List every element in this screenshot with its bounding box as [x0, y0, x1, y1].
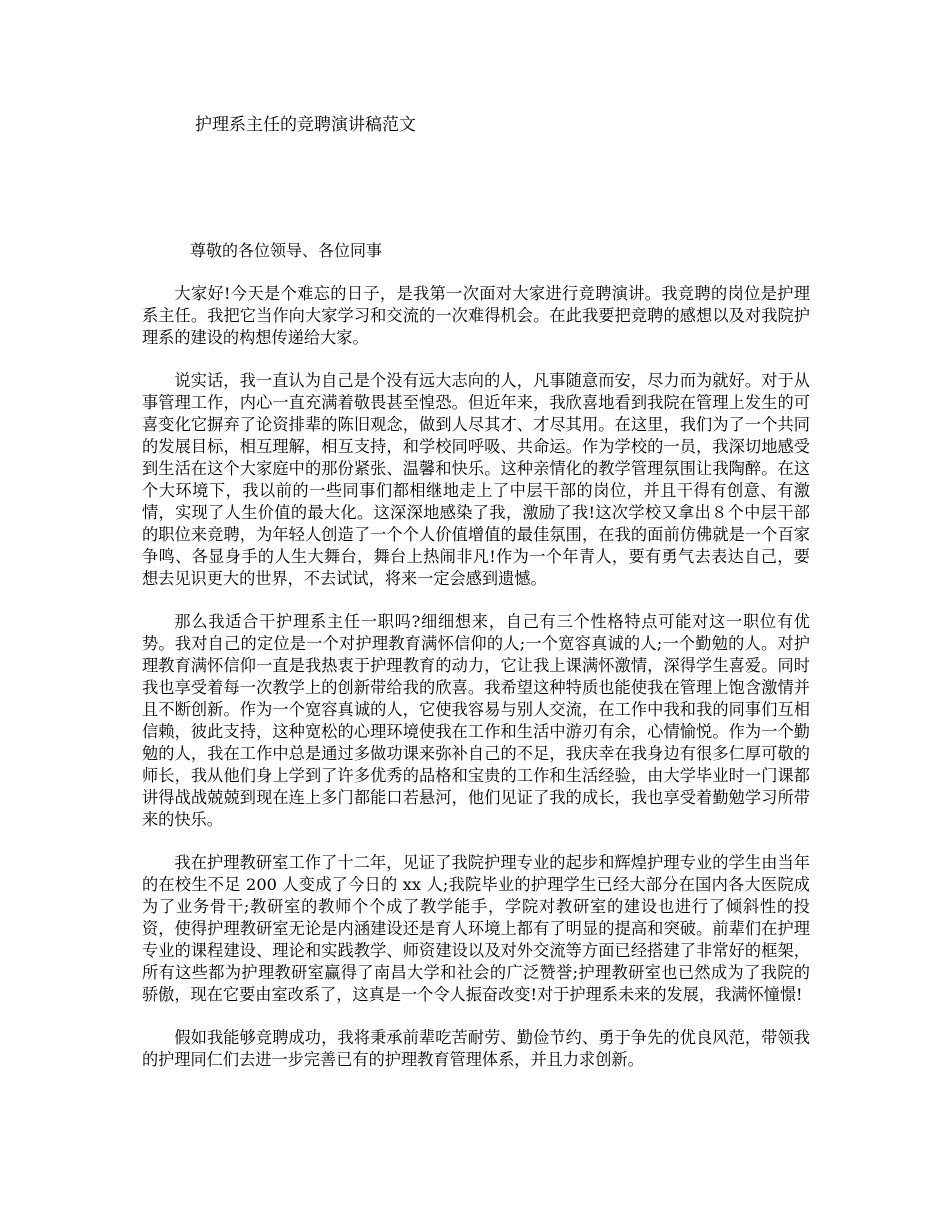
paragraph-2: 说实话，我一直认为自己是个没有远大志向的人，凡事随意而安，尽力而为就好。对于从事管理工作，内心一直充满着敬畏甚至惶恐。但近年来，我欣喜地看到我院在管理上发生的可喜变化它摒弃了论资排辈的陈旧观念，做到人尽其才、才尽其用。在这里，我们为了一个共同的发展目标，相互理解，相互支持，和学校同呼吸、共命运。作为学校的一员，我深切地感受到生活在这个大家庭中的那份紧张、温馨和快乐。这种亲情化的教学管理氛围让我陶醉。在这个大环境下，我以前的一些同事们都相继地走上了中层干部的岗位，并且干得有创意、有激情，实现了人生价值的最大化。这深深地感染了我，激励了我!这次学校又拿出８个中层干部的职位来竞聘，为年轻人创造了一个个人价值增值的最佳氛围，在我的面前仿佛就是一个百家争鸣、各显身手的人生大舞台，舞台上热闹非凡!作为一个年青人，要有勇气去表达自己，要想去见识更大的世界，不去试试，将来一定会感到遗憾。 [142, 371, 810, 588]
paragraph-1: 大家好!今天是个难忘的日子，是我第一次面对大家进行竞聘演讲。我竞聘的岗位是护理系主任。我把它当作向大家学习和交流的一次难得机会。在此我要把竞聘的感想以及对我院护理系的建设的构想传递给大家。 [142, 284, 810, 347]
document-title: 护理系主任的竞聘演讲稿范文 [195, 115, 416, 135]
salutation: 尊敬的各位领导、各位同事 [190, 241, 383, 260]
paragraph-3: 那么我适合干护理系主任一职吗?细细想来，自己有三个性格特点可能对这一职位有优势。我对自己的定位是一个对护理教育满怀信仰的人;一个宽容真诚的人;一个勤勉的人。对护理教育满怀信仰一直是我热衷于护理教育的动力，它让我上课满怀激情，深得学生喜爱。同时我也享受着每一次教学上的创新带给我的欣喜。我希望这种特质也能使我在管理上饱含激情并且不断创新。作为一个宽容真诚的人，它使我容易与别人交流，在工作中我和我的同事们互相信赖，彼此支持，这种宽松的心理环境使我在工作和生活中游刃有余，心情愉悦。作为一个勤勉的人，我在工作中总是通过多做功课来弥补自己的不足，我庆幸在我身边有很多仁厚可敬的师长，我从他们身上学到了许多优秀的品格和宝贵的工作和生活经验，由大学毕业时一门课都讲得战战兢兢到现在连上多门都能口若悬河，他们见证了我的成长，我也享受着勤勉学习所带来的快乐。 [142, 612, 810, 829]
paragraph-4: 我在护理教研室工作了十二年，见证了我院护理专业的起步和辉煌护理专业的学生由当年的在校生不足 200 人变成了今日的 xx 人;我院毕业的护理学生已经大部分在国内各大医院成为了业务骨干;教研室的教师个个成了教学能手，学院对教研室的建设也进行了倾斜性的投资，使得护理教研室无论是内涵建设还是育人环境上都有了明显的提高和突破。前辈们在护理专业的课程建设、理论和实践教学、师资建设以及对外交流等方面已经搭建了非常好的框架，所有这些都为护理教研室赢得了南昌大学和社会的广泛赞誉;护理教研室也已然成为了我院的骄傲，现在它要由室改系了，这真是一个令人振奋改变!对于护理系未来的发展，我满怀憧憬! [142, 853, 810, 1004]
paragraph-5: 假如我能够竞聘成功，我将秉承前辈吃苦耐劳、勤俭节约、勇于争先的优良风范，带领我的护理同仁们去进一步完善已有的护理教育管理体系，并且力求创新。 [142, 1028, 810, 1069]
document-body [142, 283, 810, 1092]
